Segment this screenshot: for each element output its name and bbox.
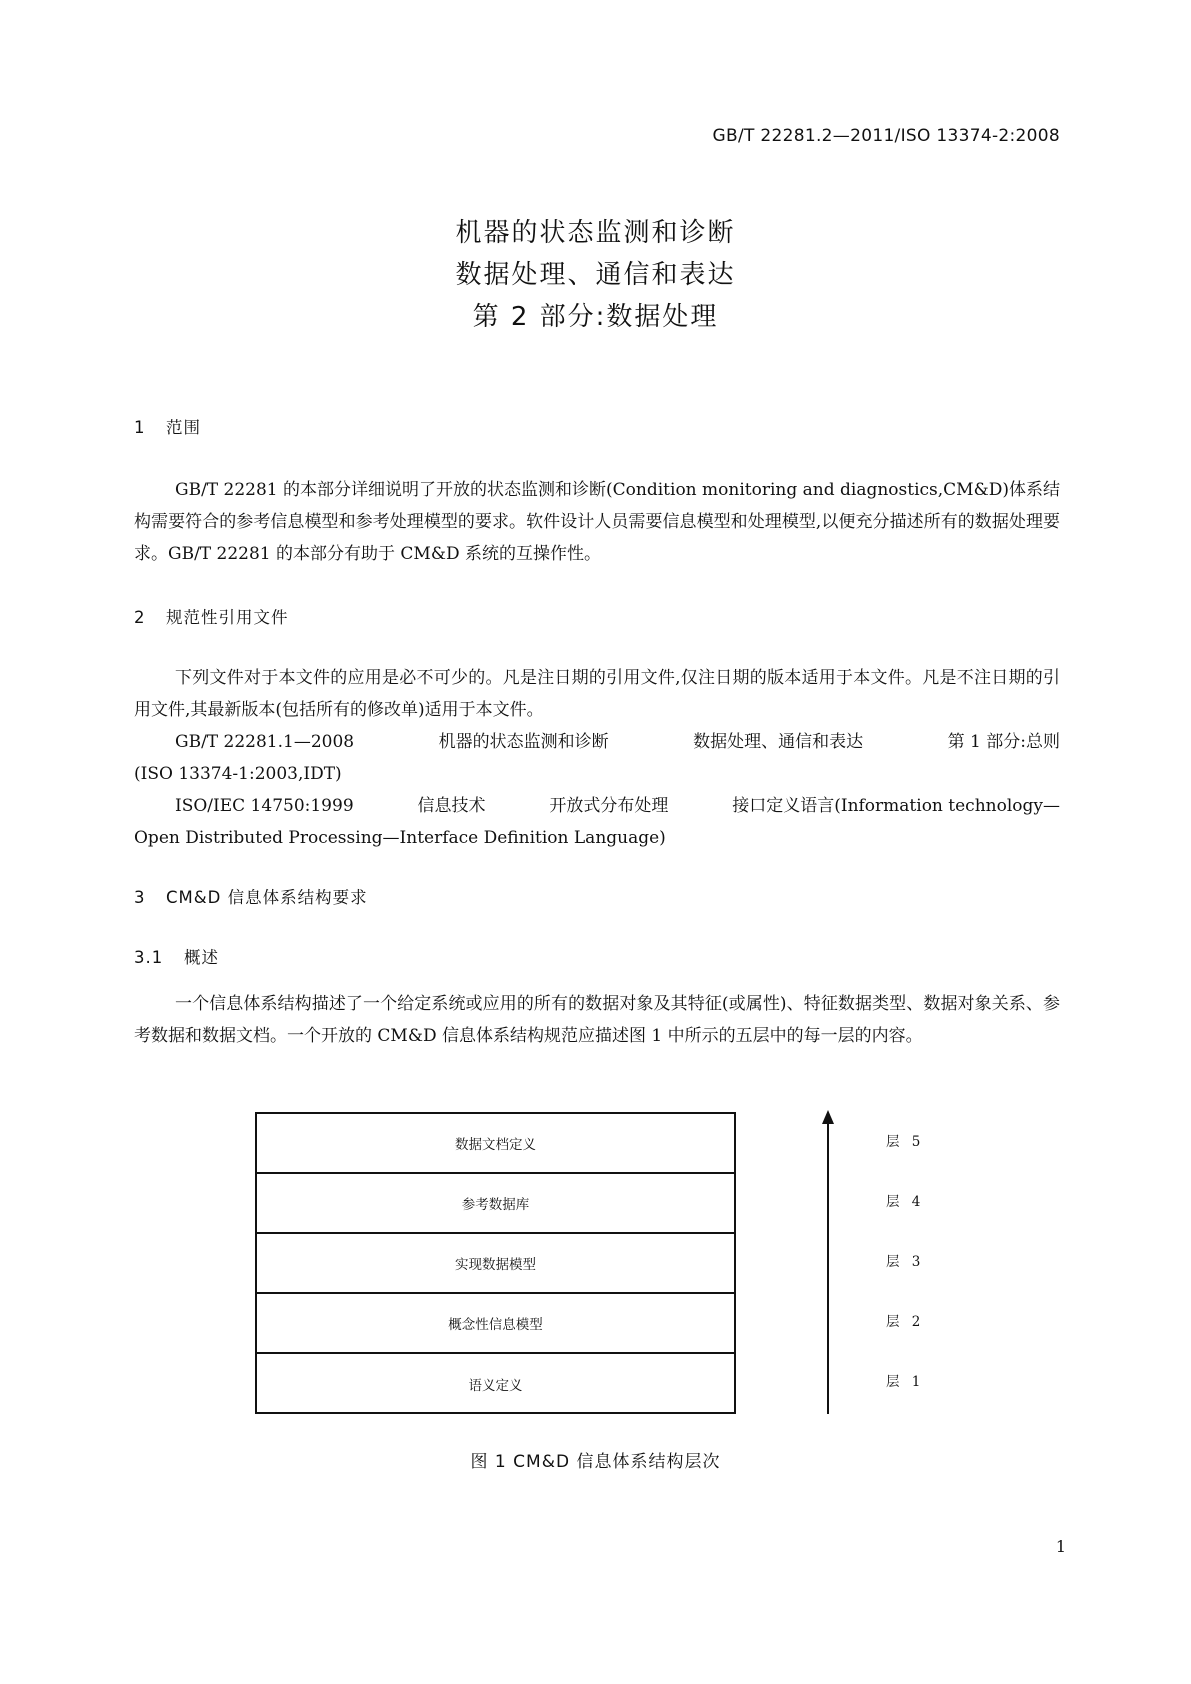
up-arrow-icon: [822, 1110, 834, 1124]
layer-label-1: 层 1: [886, 1374, 925, 1390]
layer-stack-diagram: [255, 1112, 736, 1414]
section-number: 2: [134, 608, 146, 627]
layer-box-3: 实现数据模型: [257, 1234, 734, 1294]
layer-label-3: 层 3: [886, 1254, 925, 1270]
reference-title-part: 开放式分布处理: [549, 796, 669, 816]
section-3-1-body: [134, 988, 1060, 1052]
paragraph: 一个信息体系结构描述了一个给定系统或应用的所有的数据对象及其特征(或属性)、特征数据类型、数据对象关系、参考数据和数据文档。一个开放的 CM&D 信息体系结构规范应描述图 1 中所示的五层中的每一层的内容。: [134, 994, 1060, 1046]
reference-code: GB/T 22281.1—2008: [175, 732, 355, 752]
figure-caption: 图 1 CM&D 信息体系结构层次: [470, 1452, 721, 1472]
layer-box-4: 参考数据库: [257, 1174, 734, 1234]
layer-label-4: 层 4: [886, 1194, 925, 1210]
section-2-heading: [134, 604, 289, 628]
reference-title-part: 机器的状态监测和诊断: [438, 732, 609, 752]
layer-box-1: 语义定义: [468, 1378, 523, 1394]
layer-box-5: 数据文档定义: [257, 1114, 734, 1174]
section-number: 3: [134, 888, 146, 907]
section-number: 3.1: [134, 948, 164, 967]
reference-1-continued: (ISO 13374-1:2003,IDT): [134, 764, 342, 784]
section-1-body: [134, 474, 1060, 570]
reference-1: [134, 726, 1060, 758]
paragraph: GB/T 22281 的本部分详细说明了开放的状态监测和诊断(Condition monitoring and diagnostics,CM&D)体系结构需要符合的参考信息模型和参考处理模型的要求。软件设计人员需要信息模型和处理模型,以便充分描述所有的数据处理要求。GB/T 22281 的本部分有助于 CM&D 系统的互操作性。: [134, 480, 1060, 564]
reference-title-part: 数据处理、通信和表达: [693, 732, 864, 752]
title-line-1: 机器的状态监测和诊断: [455, 218, 736, 248]
layer-label-5: 层 5: [886, 1134, 925, 1150]
reference-code: ISO/IEC 14750:1999: [175, 796, 354, 816]
section-1-heading: [134, 414, 201, 438]
section-title: 概述: [184, 948, 219, 967]
section-3-heading: [134, 884, 368, 908]
layer-box-2: 概念性信息模型: [257, 1294, 734, 1354]
title-line-3: 第 2 部分:数据处理: [472, 302, 719, 332]
section-title: CM&D 信息体系结构要求: [166, 888, 368, 907]
reference-2-continued: Open Distributed Processing—Interface Definition Language): [134, 828, 666, 848]
standard-id: GB/T 22281.2—2011/ISO 13374-2:2008: [712, 126, 1060, 146]
section-title: 规范性引用文件: [166, 608, 289, 627]
section-title: 范围: [166, 418, 201, 437]
reference-title-part: 接口定义语言(Information technology—: [732, 796, 1060, 816]
arrow-shaft: [827, 1118, 829, 1414]
reference-title-part: 第 1 部分:总则: [947, 732, 1060, 752]
reference-2: [134, 790, 1060, 822]
paragraph: 下列文件对于本文件的应用是必不可少的。凡是注日期的引用文件,仅注日期的版本适用于本文件。凡是不注日期的引用文件,其最新版本(包括所有的修改单)适用于本文件。: [134, 668, 1060, 720]
title-line-2: 数据处理、通信和表达: [455, 260, 736, 290]
page-number: 1: [1055, 1537, 1066, 1556]
section-number: 1: [134, 418, 146, 437]
section-3-1-heading: [134, 944, 219, 968]
section-2-body: [134, 662, 1060, 854]
reference-title-part: 信息技术: [417, 796, 486, 816]
layer-label-2: 层 2: [886, 1314, 925, 1330]
